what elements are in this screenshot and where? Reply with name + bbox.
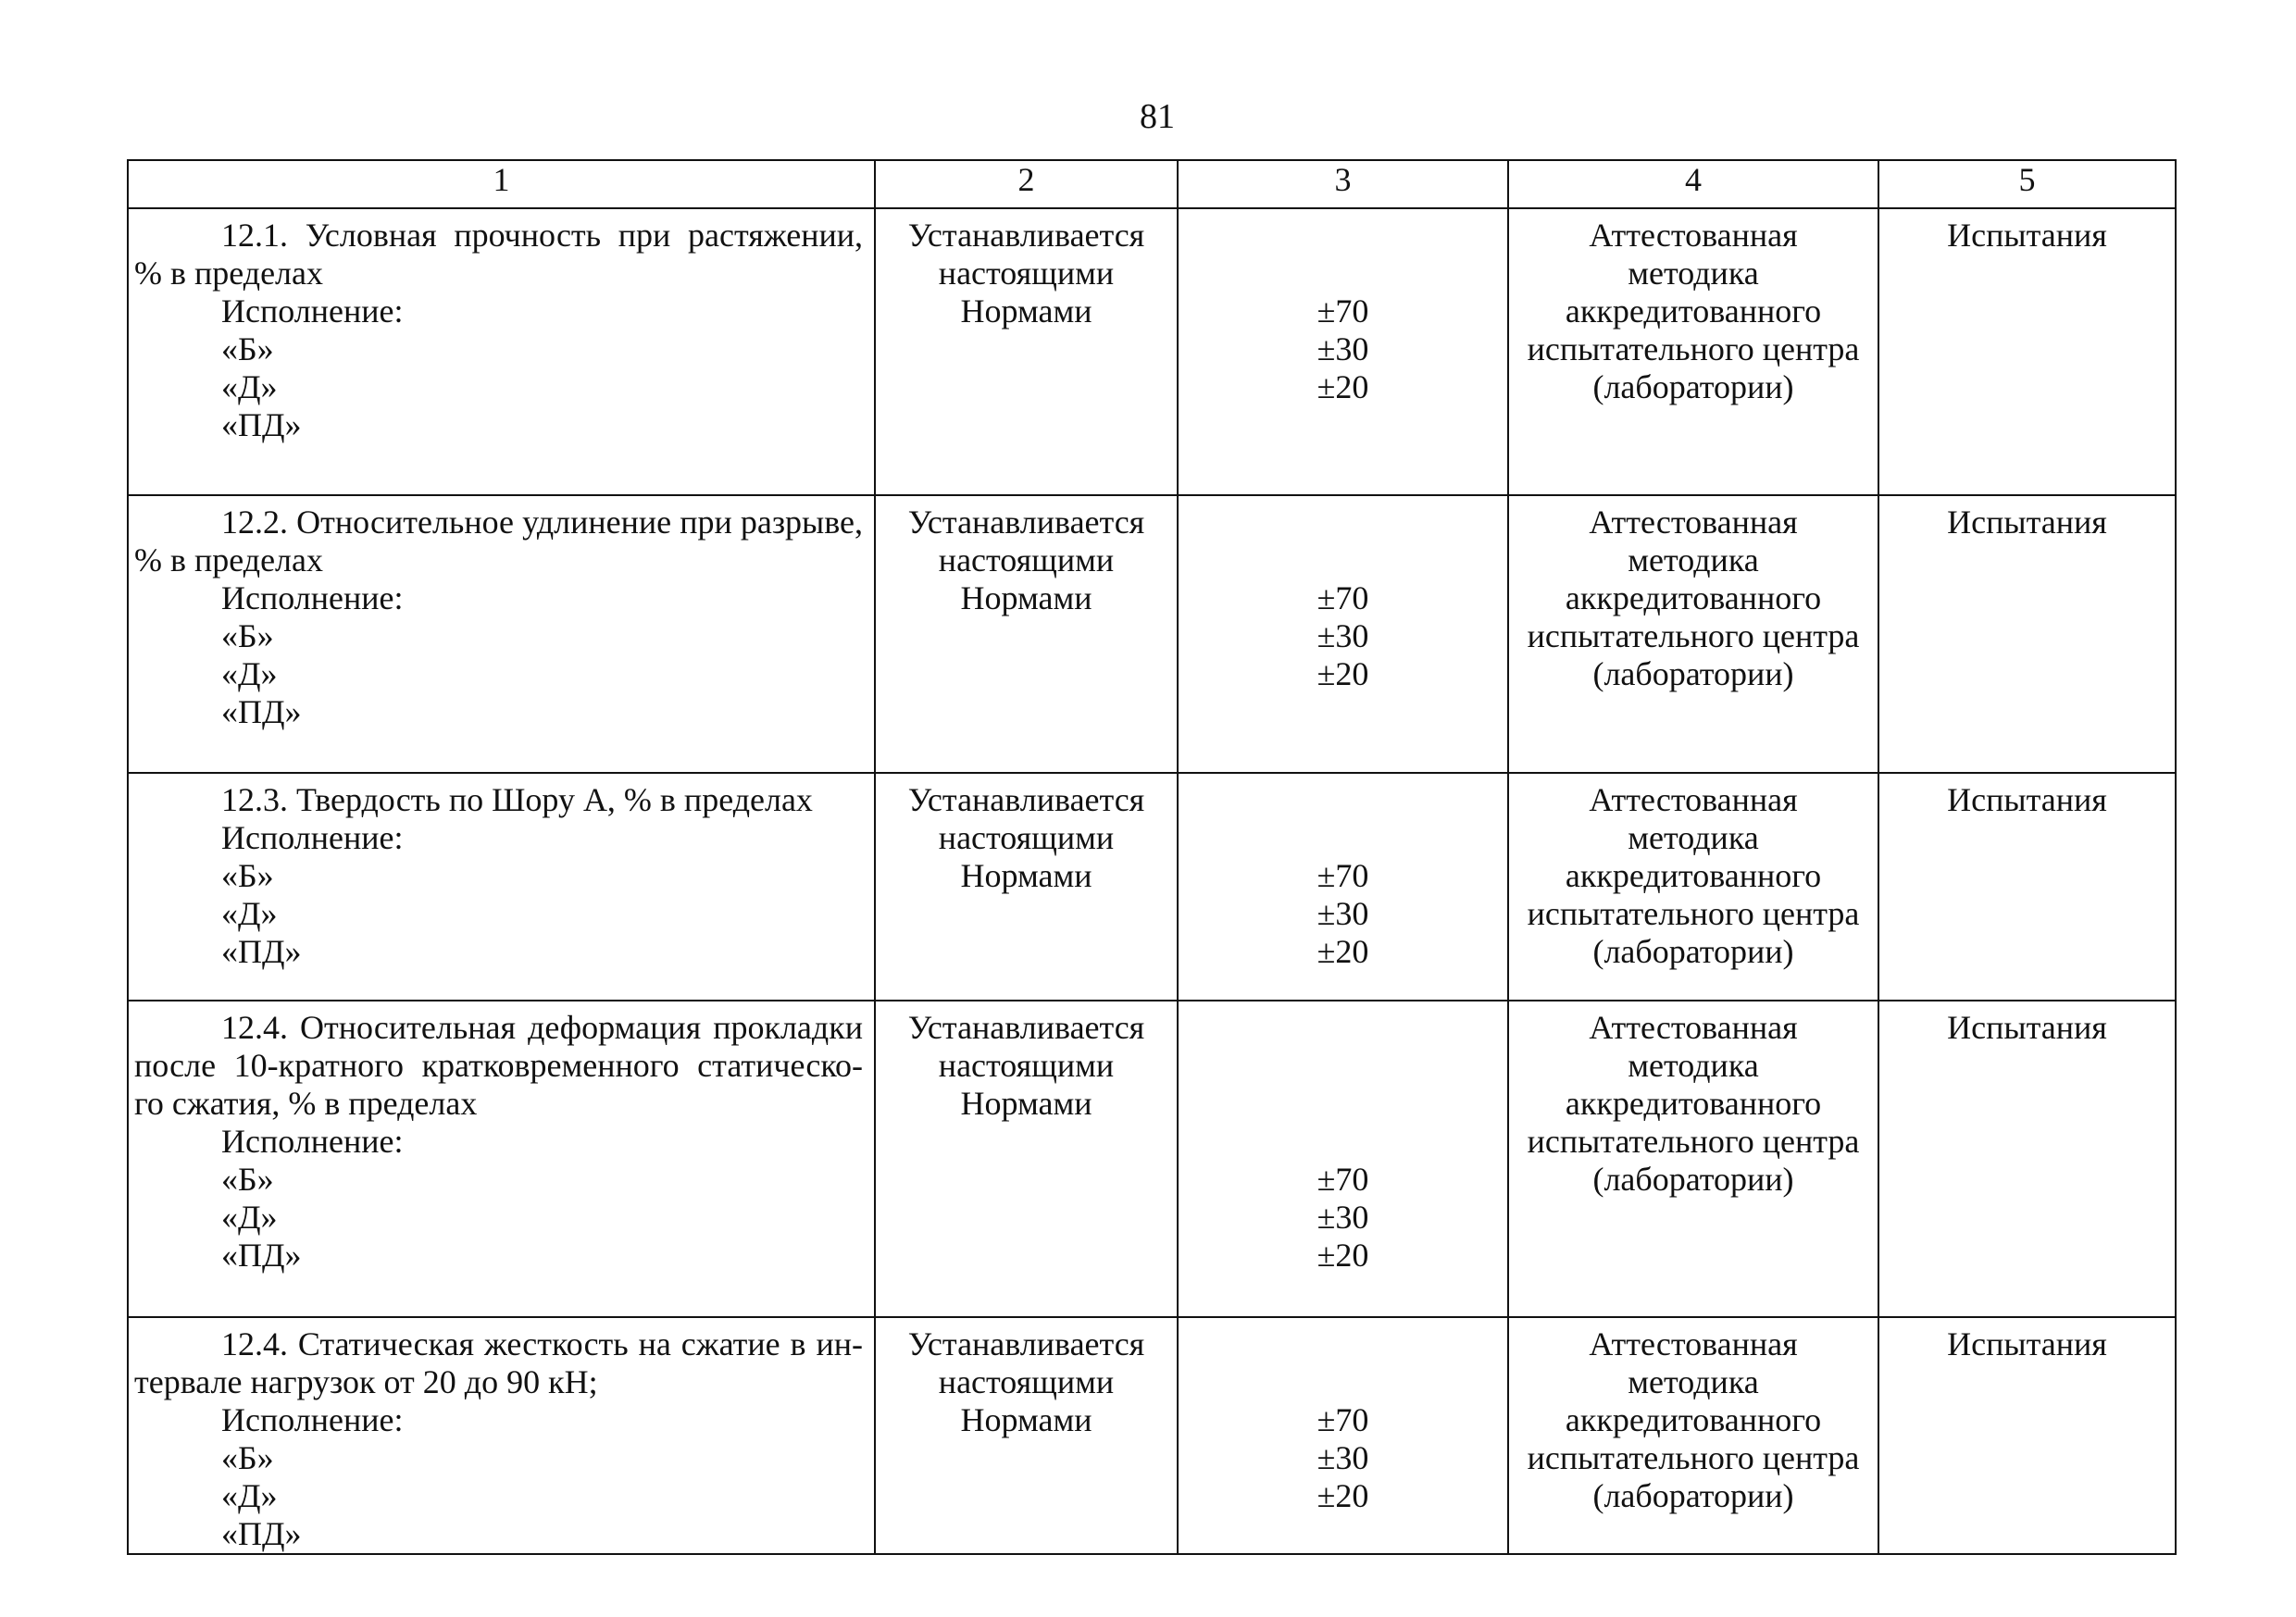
method-line: испытательного центра	[1527, 330, 1860, 367]
method-line: аккредитованного	[1565, 857, 1822, 894]
table-row	[128, 773, 2176, 1001]
method-line: методика	[1628, 541, 1759, 578]
variant-label: «Д»	[221, 1199, 278, 1236]
method-line: Аттестованная	[1589, 217, 1798, 254]
tolerance-value: ±70	[1316, 1161, 1369, 1198]
norm-line: Устанавливается	[907, 781, 1145, 818]
tolerance-cell	[1178, 773, 1508, 1001]
column-header: 5	[1878, 160, 2176, 208]
parameter-cell	[128, 208, 875, 495]
variant-label: «Б»	[221, 330, 274, 367]
norm-line: Устанавливается	[907, 217, 1145, 254]
tolerance-cell	[1178, 1317, 1508, 1554]
tolerance-value: ±20	[1316, 368, 1369, 405]
parameter-cell	[128, 1317, 875, 1554]
tolerance-value: ±30	[1316, 617, 1369, 654]
parameter-title: 12.4. Относительная деформация прокладки после 10-кратного кратковременного статическо-го сжатия, % в пределах	[134, 1009, 863, 1122]
table-row	[128, 495, 2176, 773]
tolerance-value: ±20	[1316, 933, 1369, 970]
method-line: (лаборатории)	[1592, 1161, 1794, 1198]
control-cell	[1878, 773, 2176, 1001]
control-cell	[1878, 1317, 2176, 1554]
variant-label: «Д»	[221, 655, 278, 692]
norm-cell	[875, 495, 1178, 773]
variant-label: «Д»	[221, 368, 278, 405]
parameter-title: 12.3. Твердость по Шору А, % в пределах	[221, 781, 813, 818]
specification-table	[127, 159, 2177, 1555]
norm-line: настоящими	[938, 541, 1115, 578]
method-cell	[1508, 773, 1878, 1001]
norm-line: настоящими	[938, 819, 1115, 856]
execution-label: Исполнение:	[221, 819, 404, 856]
control-type: Испытания	[1947, 1325, 2107, 1362]
method-line: Аттестованная	[1589, 781, 1798, 818]
method-cell	[1508, 1317, 1878, 1554]
method-line: (лаборатории)	[1592, 1477, 1794, 1514]
norm-cell	[875, 1001, 1178, 1317]
norm-line: Нормами	[960, 1401, 1092, 1438]
tolerance-value: ±70	[1316, 1401, 1369, 1438]
method-line: Аттестованная	[1589, 504, 1798, 541]
method-line: методика	[1628, 1363, 1759, 1400]
variant-label: «ПД»	[221, 406, 302, 443]
column-header: 1	[128, 160, 875, 208]
norm-line: настоящими	[938, 1047, 1115, 1084]
execution-label: Исполнение:	[221, 1401, 404, 1438]
variant-label: «Д»	[221, 1477, 278, 1514]
table-row	[128, 208, 2176, 495]
column-header: 3	[1178, 160, 1508, 208]
method-line: методика	[1628, 819, 1759, 856]
control-type: Испытания	[1947, 781, 2107, 818]
variant-label: «Б»	[221, 1161, 274, 1198]
norm-line: Нормами	[960, 579, 1092, 616]
tolerance-value: ±30	[1316, 1439, 1369, 1476]
norm-cell	[875, 1317, 1178, 1554]
column-header: 2	[875, 160, 1178, 208]
variant-label: «ПД»	[221, 1515, 302, 1552]
method-line: (лаборатории)	[1592, 933, 1794, 970]
method-line: аккредитованного	[1565, 1401, 1822, 1438]
tolerance-value: ±20	[1316, 1237, 1369, 1274]
tolerance-value: ±70	[1316, 292, 1369, 330]
norm-line: настоящими	[938, 255, 1115, 292]
tolerance-value: ±30	[1316, 330, 1369, 367]
method-line: (лаборатории)	[1592, 655, 1794, 692]
tolerance-value: ±20	[1316, 1477, 1369, 1514]
control-cell	[1878, 495, 2176, 773]
variant-label: «Б»	[221, 1439, 274, 1476]
method-line: аккредитованного	[1565, 1085, 1822, 1122]
norm-line: Нормами	[960, 292, 1092, 330]
control-type: Испытания	[1947, 217, 2107, 254]
execution-label: Исполнение:	[221, 292, 404, 330]
method-cell	[1508, 208, 1878, 495]
table-row	[128, 1001, 2176, 1317]
variant-label: «ПД»	[221, 933, 302, 970]
method-line: аккредитованного	[1565, 292, 1822, 330]
norm-line: настоящими	[938, 1363, 1115, 1400]
variant-label: «Б»	[221, 617, 274, 654]
tolerance-value: ±70	[1316, 857, 1369, 894]
method-cell	[1508, 495, 1878, 773]
method-line: Аттестованная	[1589, 1009, 1798, 1046]
tolerance-value: ±30	[1316, 1199, 1369, 1236]
parameter-cell	[128, 1001, 875, 1317]
method-line: испытательного центра	[1527, 895, 1860, 932]
parameter-cell	[128, 495, 875, 773]
norm-line: Устанавливается	[907, 1325, 1145, 1362]
column-header: 4	[1508, 160, 1878, 208]
norm-line: Устанавливается	[907, 504, 1145, 541]
control-type: Испытания	[1947, 504, 2107, 541]
table-row	[128, 1317, 2176, 1554]
norm-line: Нормами	[960, 1085, 1092, 1122]
control-cell	[1878, 208, 2176, 495]
method-line: методика	[1628, 1047, 1759, 1084]
method-line: испытательного центра	[1527, 1439, 1860, 1476]
parameter-title: 12.4. Статическая жесткость на сжатие в ин-тервале нагрузок от 20 до 90 кН;	[134, 1325, 863, 1400]
tolerance-value: ±30	[1316, 895, 1369, 932]
variant-label: «ПД»	[221, 693, 302, 730]
page-number: 81	[1140, 97, 1175, 136]
tolerance-value: ±20	[1316, 655, 1369, 692]
method-line: методика	[1628, 255, 1759, 292]
variant-label: «ПД»	[221, 1237, 302, 1274]
execution-label: Исполнение:	[221, 1123, 404, 1160]
variant-label: «Д»	[221, 895, 278, 932]
control-type: Испытания	[1947, 1009, 2107, 1046]
method-line: (лаборатории)	[1592, 368, 1794, 405]
tolerance-cell	[1178, 495, 1508, 773]
table-header-row	[128, 160, 2176, 208]
tolerance-cell	[1178, 208, 1508, 495]
method-line: аккредитованного	[1565, 579, 1822, 616]
method-cell	[1508, 1001, 1878, 1317]
execution-label: Исполнение:	[221, 579, 404, 616]
parameter-title: 12.2. Относительное удлинение при разрыве, % в пределах	[134, 504, 863, 578]
method-line: испытательного центра	[1527, 1123, 1860, 1160]
tolerance-value: ±70	[1316, 579, 1369, 616]
norm-line: Устанавливается	[907, 1009, 1145, 1046]
method-line: Аттестованная	[1589, 1325, 1798, 1362]
parameter-title: 12.1. Условная прочность при растяжении, % в пределах	[134, 217, 863, 292]
control-cell	[1878, 1001, 2176, 1317]
method-line: испытательного центра	[1527, 617, 1860, 654]
norm-cell	[875, 773, 1178, 1001]
norm-cell	[875, 208, 1178, 495]
tolerance-cell	[1178, 1001, 1508, 1317]
norm-line: Нормами	[960, 857, 1092, 894]
variant-label: «Б»	[221, 857, 274, 894]
parameter-cell	[128, 773, 875, 1001]
